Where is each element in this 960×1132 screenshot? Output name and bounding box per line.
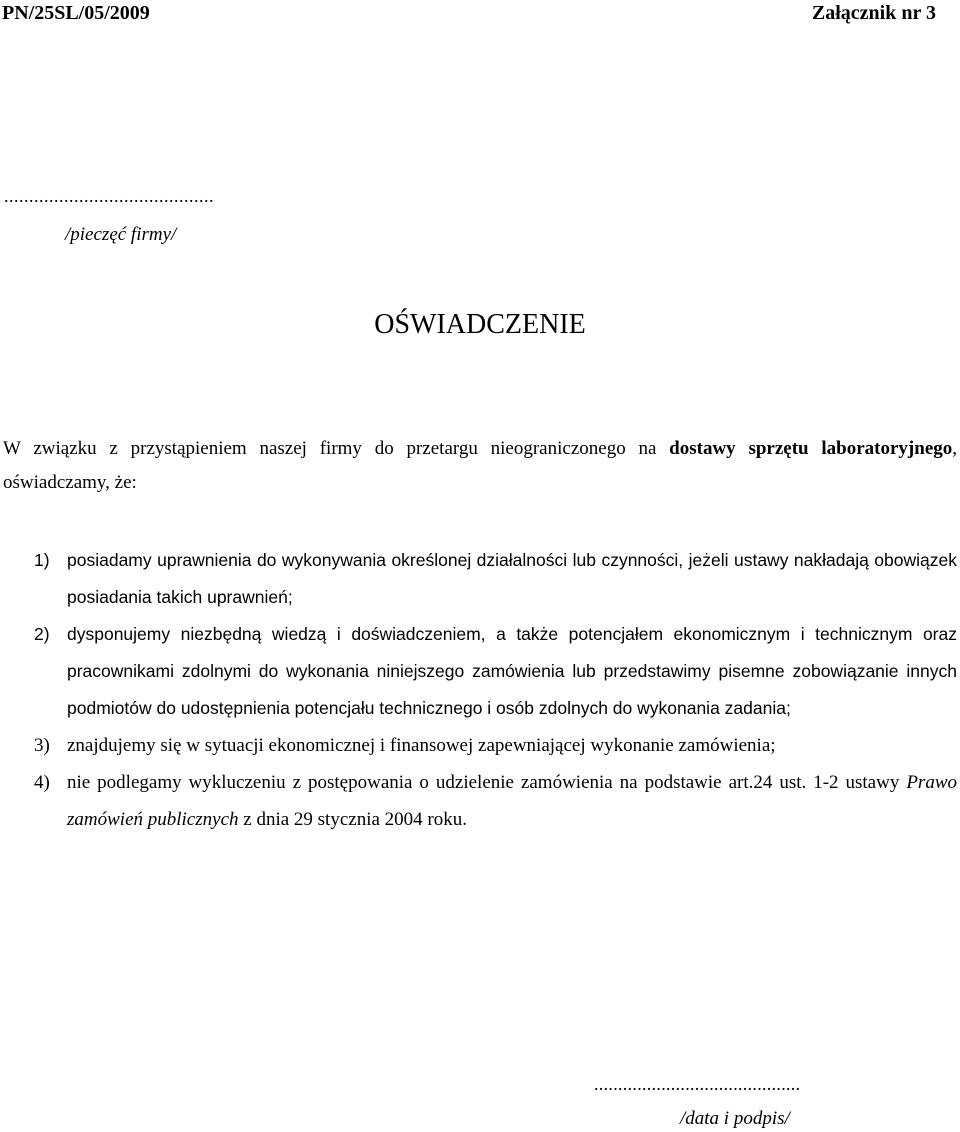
attachment-label: Załącznik nr 3 [811, 2, 936, 24]
intro-text-end: , oświadczamy, że: [3, 438, 957, 493]
list-item [3, 542, 957, 616]
stamp-dotted-line: .......................................... [4, 186, 214, 206]
list-item-text-end: z dnia 29 stycznia 2004 roku. [238, 809, 467, 830]
list-item-number: 3) [34, 735, 50, 756]
list-item-text: dysponujemy niezbędną wiedzą i doświadczeniem, a także potencjałem ekonomicznym i technicznym oraz pracownikami zdolnymi do wykonania niniejszego zamówienia lub przedstawimy pisemne zobowiązanie innych podmiotów do udostępnienia potencjału technicznego i osób zdolnych do wykonania zadania; [67, 624, 957, 718]
list-item [3, 727, 957, 764]
list-item-number: 2) [34, 624, 50, 644]
list-item [3, 764, 957, 838]
intro-paragraph [3, 432, 957, 500]
stamp-caption: /pieczęć firmy/ [65, 224, 177, 245]
intro-text-start: W związku z przystąpieniem naszej firmy do przetargu nieograniczonego na [3, 438, 670, 459]
reference-number: PN/25SL/05/2009 [2, 2, 150, 24]
list-item-text: znajdujemy się w sytuacji ekonomicznej i finansowej zapewniającej wykonanie zamówienia; [67, 735, 776, 756]
signature-dotted-line: ........................................... [594, 1074, 801, 1094]
list-item-number: 4) [34, 772, 50, 793]
signature-caption: /data i podpis/ [680, 1108, 790, 1129]
list-item-text: posiadamy uprawnienia do wykonywania określonej działalności lub czynności, jeżeli ustawy nakładają obowiązek posiadania takich uprawnień; [67, 550, 957, 607]
list-item-text-start: nie podlegamy wykluczeniu z postępowania o udzielenie zamówienia na podstawie art.24 ust. 1-2 ustawy [67, 772, 907, 793]
list-item [3, 616, 957, 727]
list-item-number: 1) [34, 550, 50, 570]
intro-subject-bold: dostawy sprzętu laboratoryjnego [669, 438, 953, 459]
declaration-list [3, 542, 957, 838]
page-header [0, 0, 960, 28]
law-title-italic: Prawo zamówień publicznych [67, 772, 957, 830]
document-title: OŚWIADCZENIE [374, 309, 586, 340]
